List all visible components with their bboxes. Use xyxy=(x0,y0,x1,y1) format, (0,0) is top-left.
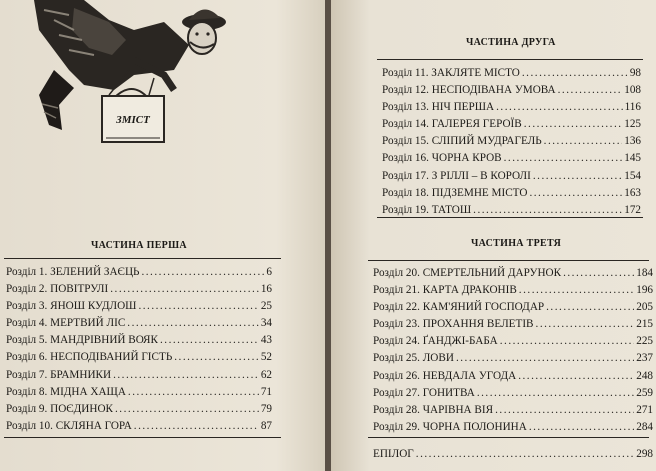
chapter-title: Розділ 13. НІЧ ПЕРША xyxy=(382,101,495,114)
chapter-title: Розділ 25. ЛОВИ xyxy=(373,352,454,365)
leader-dots xyxy=(563,265,634,282)
toc-row xyxy=(6,332,272,349)
top-rule xyxy=(377,59,643,60)
chapter-title: Розділ 28. ЧАРІВНА ВІЯ xyxy=(373,403,494,416)
part-three-title: ЧАСТИНА ТРЕТЯ xyxy=(471,238,562,249)
toc-row xyxy=(373,446,653,463)
leader-dots xyxy=(529,419,634,436)
page-number: 79 xyxy=(260,402,272,415)
page-number: 163 xyxy=(624,186,641,199)
chapter-title: Розділ 5. МАНДРІВНИЙ ВОЯК xyxy=(6,334,158,347)
page-number: 108 xyxy=(624,84,641,97)
leader-dots xyxy=(524,116,623,133)
leader-dots xyxy=(504,150,623,167)
leader-dots xyxy=(456,350,634,367)
toc-row xyxy=(6,315,272,332)
page-number: 52 xyxy=(260,351,272,364)
page-number: 259 xyxy=(636,386,653,399)
toc-row xyxy=(373,316,653,333)
toc-row xyxy=(6,384,272,401)
page-number: 125 xyxy=(624,118,641,131)
leader-dots xyxy=(495,402,634,419)
rule xyxy=(377,217,643,218)
toc-row xyxy=(382,116,641,133)
chapter-title: Розділ 21. КАРТА ДРАКОНІВ xyxy=(373,284,517,297)
chapter-title: Розділ 14. ГАЛЕРЕЯ ГЕРОЇВ xyxy=(382,118,522,131)
leader-dots xyxy=(141,264,264,281)
chapter-title: Розділ 15. СЛІПИЙ МУДРАГЕЛЬ xyxy=(382,135,542,148)
toc-row xyxy=(373,419,653,436)
chapter-title: Розділ 22. КАМ'ЯНИЙ ГОСПОДАР xyxy=(373,301,545,314)
chapter-title: Розділ 7. БРАМНИКИ xyxy=(6,368,112,381)
leader-dots xyxy=(518,368,634,385)
chapter-title: Розділ 18. ПІДЗЕМНЕ МІСТО xyxy=(382,186,528,199)
chapter-title: Розділ 27. ГОНИТВА xyxy=(373,386,475,399)
rule xyxy=(368,437,649,438)
page-number: 98 xyxy=(629,67,641,79)
toc-row xyxy=(382,150,641,167)
toc-row xyxy=(6,298,272,315)
page-number: 62 xyxy=(260,368,272,381)
leader-dots xyxy=(477,385,634,402)
toc-row xyxy=(373,333,653,350)
leader-dots xyxy=(519,282,634,299)
toc-row xyxy=(373,368,653,385)
page-number: 196 xyxy=(636,284,653,297)
chapter-list-part-one xyxy=(6,264,272,435)
leader-dots xyxy=(113,367,259,384)
toc-row xyxy=(373,299,653,316)
chapter-title: ЕПІЛОГ xyxy=(373,448,414,460)
toc-row xyxy=(6,349,272,366)
page-number: 271 xyxy=(636,403,653,416)
page-number: 225 xyxy=(636,335,653,348)
chapter-title: Розділ 26. НЕВДАЛА УГОДА xyxy=(373,369,517,382)
chapter-title: Розділ 1. ЗЕЛЕНИЙ ЗАЄЦЬ xyxy=(6,266,140,278)
leader-dots xyxy=(138,298,258,315)
leader-dots xyxy=(416,446,634,463)
part-two-title: ЧАСТИНА ДРУГА xyxy=(466,37,556,48)
page-number: 136 xyxy=(624,135,641,148)
page-number: 25 xyxy=(260,300,272,313)
chapter-title: Розділ 11. ЗАКЛЯТЕ МІСТО xyxy=(382,67,520,79)
chapter-title: Розділ 8. МІДНА ХАЩА xyxy=(6,385,126,398)
page-number: 116 xyxy=(624,101,641,114)
page-number: 215 xyxy=(636,318,653,331)
chapter-title: Розділ 29. ЧОРНА ПОЛОНИНА xyxy=(373,420,527,433)
chapter-title: Розділ 12. НЕСПОДІВАНА УМОВА xyxy=(382,84,556,97)
chapter-title: Розділ 4. МЕРТВИЙ ЛІС xyxy=(6,317,126,330)
chapter-title: Розділ 10. СКЛЯНА ГОРА xyxy=(6,419,132,432)
toc-row xyxy=(382,65,641,82)
leader-dots xyxy=(533,168,622,185)
toc-row xyxy=(373,282,653,299)
page-number: 87 xyxy=(260,419,272,432)
page-number: 16 xyxy=(260,283,272,296)
page-number: 43 xyxy=(260,334,272,347)
chapter-title: Розділ 6. НЕСПОДІВАНИЙ ГІСТЬ xyxy=(6,351,173,364)
contents-bag xyxy=(102,89,164,142)
page-number: 184 xyxy=(636,267,653,279)
toc-row xyxy=(6,367,272,384)
leader-dots xyxy=(115,401,259,418)
leader-dots xyxy=(522,65,628,82)
leader-dots xyxy=(128,384,259,401)
toc-row xyxy=(6,264,272,281)
chapter-title: Розділ 2. ПОВІТРУЛІ xyxy=(6,283,109,296)
toc-row xyxy=(382,82,641,99)
page-number: 237 xyxy=(636,352,653,365)
leader-dots xyxy=(500,333,634,350)
page-number: 71 xyxy=(260,385,272,398)
part-one-title: ЧАСТИНА ПЕРША xyxy=(91,240,187,251)
leader-dots xyxy=(536,316,635,333)
toc-row xyxy=(382,133,641,150)
leader-dots xyxy=(134,418,259,435)
toc-row xyxy=(373,350,653,367)
leader-dots xyxy=(546,299,634,316)
toc-row xyxy=(373,385,653,402)
chapter-list-part-three xyxy=(373,265,653,436)
chapter-title: Розділ 16. ЧОРНА КРОВ xyxy=(382,152,502,165)
toc-row xyxy=(6,418,272,435)
toc-row xyxy=(6,281,272,298)
page-number: 298 xyxy=(636,448,653,460)
toc-row xyxy=(382,99,641,116)
page-number: 284 xyxy=(636,420,653,433)
leader-dots xyxy=(174,349,259,366)
toc-row xyxy=(382,168,641,185)
chapter-title: Розділ 23. ПРОХАННЯ ВЕЛЕТІВ xyxy=(373,318,534,331)
chapter-title: Розділ 17. З РІЛЛІ – В КОРОЛІ xyxy=(382,169,531,182)
leader-dots xyxy=(127,315,259,332)
page-number: 248 xyxy=(636,369,653,382)
leader-dots xyxy=(496,99,623,116)
page-number: 6 xyxy=(266,266,272,278)
toc-row xyxy=(373,265,653,282)
chapter-title: Розділ 9. ПОЄДИНОК xyxy=(6,402,113,415)
leader-dots xyxy=(110,281,259,298)
leader-dots xyxy=(160,332,259,349)
top-rule xyxy=(4,258,281,259)
left-page xyxy=(0,0,325,471)
page-number: 205 xyxy=(636,301,653,314)
leader-dots xyxy=(544,133,623,150)
flying-traveler-illustration xyxy=(14,0,234,160)
leader-dots xyxy=(529,185,622,202)
chapter-list-part-two xyxy=(382,65,641,219)
page-number: 145 xyxy=(624,152,641,165)
bottom-rule xyxy=(4,437,281,438)
toc-row xyxy=(382,185,641,202)
leader-dots xyxy=(558,82,623,99)
right-page xyxy=(331,0,656,471)
toc-row xyxy=(6,401,272,418)
page-number: 34 xyxy=(260,317,272,330)
epilog-entry xyxy=(373,446,653,463)
toc-row xyxy=(373,402,653,419)
chapter-title: Розділ 24. ҐАНДЖІ-БАБА xyxy=(373,335,498,348)
box-label: ЗМІСТ xyxy=(116,114,150,126)
chapter-title: Розділ 20. СМЕРТЕЛЬНИЙ ДАРУНОК xyxy=(373,267,562,279)
page-number: 154 xyxy=(624,169,641,182)
chapter-title: Розділ 3. ЯНОШ КУДЛОШ xyxy=(6,300,137,313)
page-number: 172 xyxy=(624,203,641,216)
chapter-title: Розділ 19. ТАТОШ xyxy=(382,203,472,216)
rule xyxy=(368,260,649,261)
